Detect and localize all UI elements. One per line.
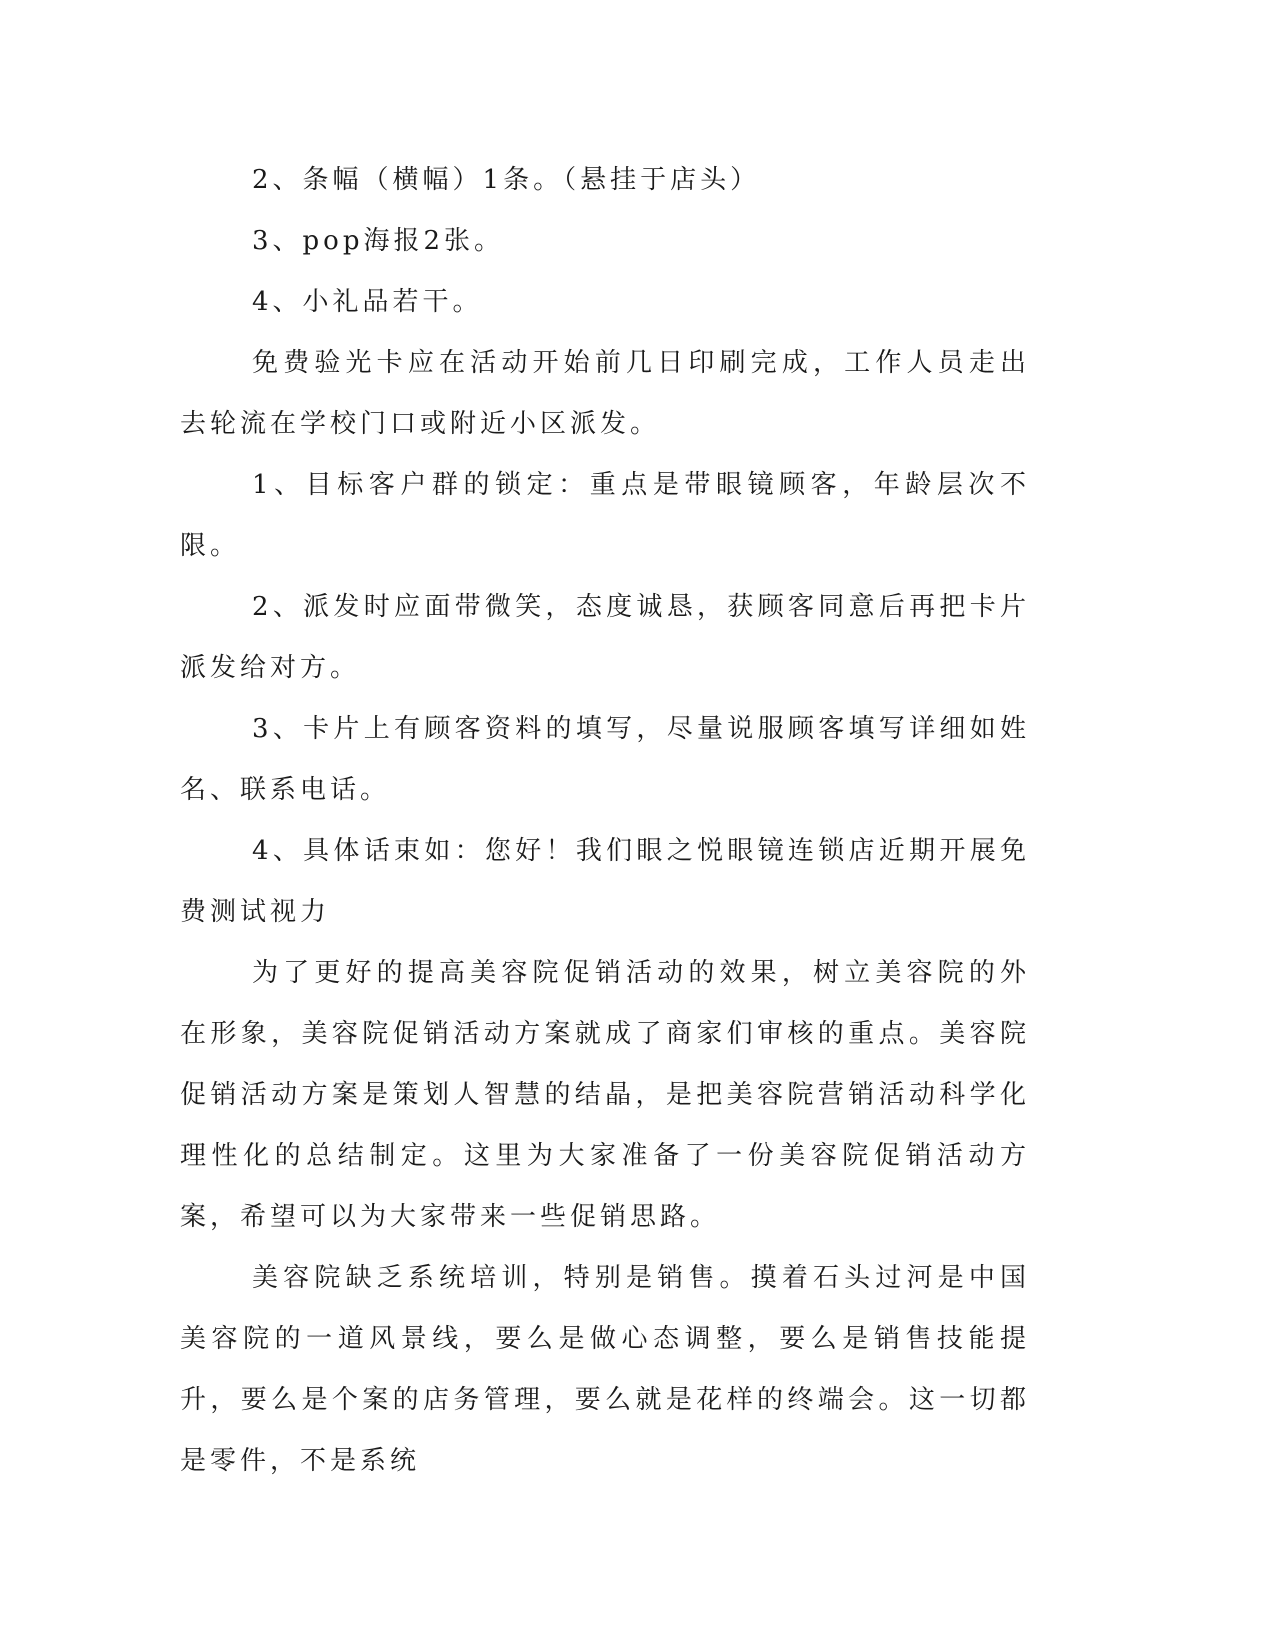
paragraph-target-customers: 1、目标客户群的锁定：重点是带眼镜顾客，年龄层次不限。 — [180, 470, 1030, 561]
paragraph-beauty-salon-training: 美容院缺乏系统培训，特别是销售。摸着石头过河是中国美容院的一道风景线，要么是做心态调整，要么是销售技能提升，要么是个案的店务管理，要么就是花样的终端会。这一切都是零件，不是系统 — [180, 1263, 1030, 1476]
document-body — [180, 150, 1030, 1492]
paragraph-banner-item: 2、条幅（横幅）1条。（悬挂于店头） — [252, 165, 761, 195]
paragraph-free-card: 免费验光卡应在活动开始前几日印刷完成，工作人员走出去轮流在学校门口或附近小区派发。 — [180, 348, 1030, 439]
paragraph-gift-item: 4、小礼品若干。 — [252, 287, 483, 317]
paragraph-beauty-salon-intro: 为了更好的提高美容院促销活动的效果，树立美容院的外在形象，美容院促销活动方案就成了商家们审核的重点。美容院促销活动方案是策划人智慧的结晶，是把美容院营销活动科学化理性化的总结制定。这里为大家准备了一份美容院促销活动方案，希望可以为大家带来一些促销思路。 — [180, 958, 1030, 1232]
paragraph-distribution-manner: 2、派发时应面带微笑，态度诚恳，获顾客同意后再把卡片派发给对方。 — [180, 592, 1030, 683]
paragraph-poster-item: 3、pop海报2张。 — [252, 226, 505, 256]
paragraph-script: 4、具体话束如：您好！我们眼之悦眼镜连锁店近期开展免费测试视力 — [180, 836, 1030, 927]
paragraph-customer-info: 3、卡片上有顾客资料的填写，尽量说服顾客填写详细如姓名、联系电话。 — [180, 714, 1030, 805]
